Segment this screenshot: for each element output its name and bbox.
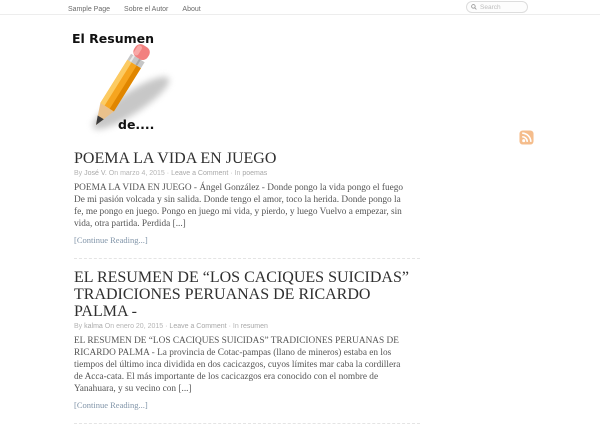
site-logo-pencil[interactable] (68, 27, 173, 133)
post-article (74, 150, 420, 259)
nav-item-about[interactable]: About (182, 6, 201, 13)
meta-separator: · (166, 170, 170, 177)
post-author-link[interactable]: kalma (84, 323, 103, 330)
post-title-link[interactable]: POEMA LA VIDA EN JUEGO (74, 150, 277, 167)
search-icon (471, 4, 477, 10)
continue-reading-link[interactable]: [Continue Reading...] (74, 235, 148, 245)
post-meta (74, 323, 420, 330)
continue-reading-link[interactable]: [Continue Reading...] (74, 400, 148, 410)
post-category-link[interactable]: resumen (240, 323, 268, 330)
meta-separator: · (165, 323, 168, 330)
logo-text-line2: de.... (118, 117, 155, 132)
meta-on-label: On (104, 323, 115, 330)
search-input[interactable] (480, 4, 523, 11)
post-author-link[interactable]: José V. (84, 170, 107, 177)
post-meta (74, 170, 420, 177)
post-excerpt: POEMA LA VIDA EN JUEGO - Ángel González - Donde pongo la vida pongo el fuego De mi pasión volcada y sin salida. Donde tengo el amor, toco la herida. Donde pongo la fe, me pongo en juego. Pongo en juego mi vida, y pierdo, y luego Vuelvo a empezar, sin vida, otra partida. Perdida [...] (74, 183, 404, 229)
post-article (74, 269, 420, 424)
logo-text-line1: El Resumen (72, 31, 155, 46)
nav-item-sample-page[interactable]: Sample Page (68, 6, 111, 13)
post-comments-link[interactable]: Leave a Comment (171, 170, 229, 177)
rss-icon[interactable] (519, 130, 534, 145)
post-list (74, 150, 420, 424)
meta-on-label: On (108, 170, 119, 177)
post-category-link[interactable]: poemas (242, 170, 268, 177)
post-title-link[interactable]: EL RESUMEN DE “LOS CACIQUES SUICIDAS” TRADICIONES PERUANAS DE RICARDO PALMA - (74, 269, 409, 320)
meta-by-label: By (74, 170, 83, 177)
meta-separator: · (230, 170, 233, 177)
search-box[interactable] (466, 1, 528, 13)
post-excerpt: EL RESUMEN DE “LOS CACIQUES SUICIDAS” TRADICIONES PERUANAS DE RICARDO PALMA - La provincia de Cotac-pampas (llano de mineros) estaba en los tiempos del último inca dividida en dos cacicazgos, cuyos límites mar caba la cordillera de Acca-cata. El más importante de los cacicazgos era conocido con el nombre de Yanahuara, y su vecino con [...] (74, 336, 401, 394)
top-navigation-bar (0, 0, 600, 15)
post-title (74, 269, 414, 320)
post-title (74, 150, 414, 167)
main-nav (68, 0, 201, 14)
post-comments-link[interactable]: Leave a Comment (169, 323, 227, 330)
meta-by-label: By (74, 323, 83, 330)
meta-in-label: In (232, 323, 239, 330)
meta-in-label: In (234, 170, 241, 177)
meta-separator: · (228, 323, 231, 330)
nav-item-sobre-el-autor[interactable]: Sobre el Autor (124, 6, 169, 13)
post-date: enero 20, 2015 (116, 323, 164, 330)
post-date: marzo 4, 2015 (120, 170, 165, 177)
page-container (62, 27, 538, 424)
